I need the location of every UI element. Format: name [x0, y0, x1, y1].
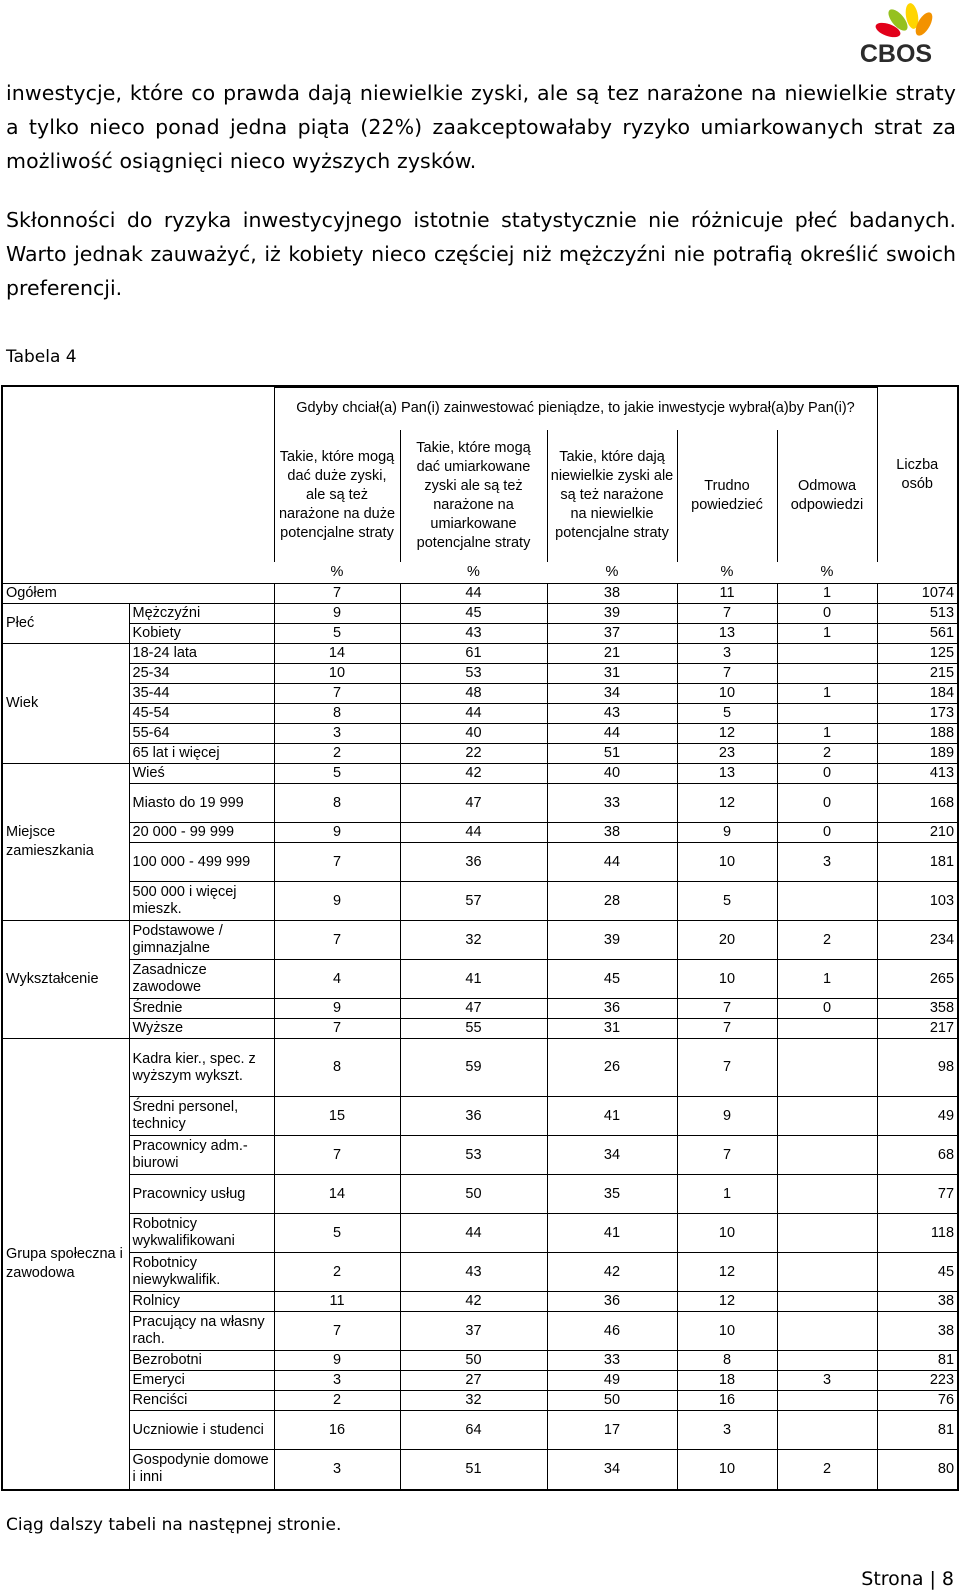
value-cell: 37: [400, 1312, 547, 1351]
continuation-note: Ciąg dalszy tabeli na następnej stronie.: [6, 1515, 342, 1535]
value-cell: 9: [274, 823, 400, 843]
row-label: Robotnicy wykwalifikowani: [129, 1214, 274, 1253]
table-row: [3, 604, 957, 624]
table-row: [3, 960, 957, 999]
value-cell: 39: [547, 921, 677, 960]
paragraph-1: inwestycje, które co prawda dają niewielkie zyski, ale są tez narażone na niewielkie straty a tylko nieco ponad jedna piąta (22%) zaakceptowałaby ryzyko umiarkowanych strat za możliwość osiągnięci nieco wyższych zysków.: [6, 81, 956, 173]
value-cell: 4: [274, 960, 400, 999]
count-cell: 81: [877, 1411, 957, 1450]
row-label: Uczniowie i studenci: [129, 1411, 274, 1450]
table-row: [3, 764, 957, 784]
value-cell: 1: [777, 624, 877, 644]
value-cell: 5: [274, 624, 400, 644]
row-label: 18-24 lata: [129, 644, 274, 664]
row-label: Wyższe: [129, 1019, 274, 1039]
count-cell: 413: [877, 764, 957, 784]
value-cell: [777, 1039, 877, 1097]
value-cell: 7: [677, 999, 777, 1019]
value-cell: 28: [547, 882, 677, 921]
value-cell: 7: [274, 921, 400, 960]
value-cell: 7: [677, 1039, 777, 1097]
value-cell: 0: [777, 999, 877, 1019]
count-cell: 210: [877, 823, 957, 843]
value-cell: 10: [677, 1214, 777, 1253]
value-cell: 1: [677, 1175, 777, 1214]
value-cell: 8: [274, 1039, 400, 1097]
row-label: Średni personel, technicy: [129, 1097, 274, 1136]
value-cell: [777, 1136, 877, 1175]
value-cell: 42: [400, 1292, 547, 1312]
row-label: Pracujący na własny rach.: [129, 1312, 274, 1351]
row-label: Mężczyźni: [129, 604, 274, 624]
value-cell: 43: [400, 624, 547, 644]
count-cell: 45: [877, 1253, 957, 1292]
row-label: 45-54: [129, 704, 274, 724]
page-number: 8: [941, 1568, 954, 1590]
footer-separator: |: [929, 1568, 936, 1590]
value-cell: 9: [274, 882, 400, 921]
value-cell: 57: [400, 882, 547, 921]
value-cell: 38: [547, 584, 677, 604]
table-row: [3, 744, 957, 764]
value-cell: 47: [400, 784, 547, 823]
value-cell: 2: [274, 1391, 400, 1411]
value-cell: 10: [677, 843, 777, 882]
value-cell: 1: [777, 684, 877, 704]
value-cell: [777, 1175, 877, 1214]
count-cell: 125: [877, 644, 957, 664]
row-label: 20 000 - 99 999: [129, 823, 274, 843]
count-cell: 223: [877, 1371, 957, 1391]
total-row: [3, 584, 957, 604]
value-cell: 42: [400, 764, 547, 784]
value-cell: 34: [547, 1136, 677, 1175]
value-cell: 47: [400, 999, 547, 1019]
value-cell: 35: [547, 1175, 677, 1214]
value-cell: 37: [547, 624, 677, 644]
column-header-3: Takie, które dają niewielkie zyski ale są też narażone na niewielkie potencjalne straty: [547, 430, 677, 562]
row-label: Podstawowe / gimnazjalne: [129, 921, 274, 960]
row-label: Pracownicy usług: [129, 1175, 274, 1214]
value-cell: 43: [547, 704, 677, 724]
value-cell: [777, 1292, 877, 1312]
row-label: 25-34: [129, 664, 274, 684]
value-cell: [777, 1214, 877, 1253]
value-cell: 26: [547, 1039, 677, 1097]
value-cell: 8: [274, 784, 400, 823]
value-cell: 34: [547, 1450, 677, 1489]
value-cell: 53: [400, 664, 547, 684]
value-cell: [777, 704, 877, 724]
value-cell: 3: [274, 1450, 400, 1489]
row-label: Średnie: [129, 999, 274, 1019]
table-row: [3, 882, 957, 921]
value-cell: 3: [274, 1371, 400, 1391]
value-cell: 11: [274, 1292, 400, 1312]
value-cell: 9: [677, 823, 777, 843]
table-row: [3, 784, 957, 823]
table-row: [3, 1312, 957, 1351]
column-header-2: Takie, które mogą dać umiarkowane zyski ale są też narażone na umiarkowane potencjalne straty: [400, 430, 547, 562]
value-cell: 41: [547, 1214, 677, 1253]
value-cell: 7: [677, 1136, 777, 1175]
value-cell: 9: [274, 999, 400, 1019]
count-cell: 265: [877, 960, 957, 999]
value-cell: 12: [677, 724, 777, 744]
table-row: [3, 624, 957, 644]
count-cell: 103: [877, 882, 957, 921]
table-row: [3, 1214, 957, 1253]
value-cell: 16: [274, 1411, 400, 1450]
value-cell: 5: [274, 764, 400, 784]
row-label: 65 lat i więcej: [129, 744, 274, 764]
value-cell: 7: [677, 664, 777, 684]
value-cell: 15: [274, 1097, 400, 1136]
value-cell: 2: [274, 744, 400, 764]
row-label: 55-64: [129, 724, 274, 744]
value-cell: 7: [274, 1312, 400, 1351]
value-cell: 59: [400, 1039, 547, 1097]
value-cell: 48: [400, 684, 547, 704]
page-label: Strona: [861, 1568, 924, 1590]
value-cell: [777, 644, 877, 664]
value-cell: [777, 1019, 877, 1039]
value-cell: 8: [274, 704, 400, 724]
table-row: [3, 1391, 957, 1411]
table-row: [3, 644, 957, 664]
value-cell: 2: [777, 921, 877, 960]
value-cell: 22: [400, 744, 547, 764]
count-column-header: Liczba osób: [877, 388, 957, 562]
value-cell: 7: [274, 584, 400, 604]
value-cell: 0: [777, 784, 877, 823]
count-cell: 49: [877, 1097, 957, 1136]
total-label: Ogółem: [3, 584, 274, 604]
value-cell: 0: [777, 823, 877, 843]
value-cell: 1: [777, 584, 877, 604]
value-cell: 7: [677, 604, 777, 624]
value-cell: 44: [400, 823, 547, 843]
value-cell: 38: [547, 823, 677, 843]
value-cell: 10: [677, 960, 777, 999]
value-cell: 36: [400, 843, 547, 882]
value-cell: 33: [547, 1351, 677, 1371]
count-cell: 118: [877, 1214, 957, 1253]
value-cell: 32: [400, 1391, 547, 1411]
percent-unit: %: [330, 563, 344, 580]
row-label: Kobiety: [129, 624, 274, 644]
value-cell: 7: [274, 843, 400, 882]
count-cell: 184: [877, 684, 957, 704]
value-cell: 9: [274, 604, 400, 624]
table-row: [3, 1371, 957, 1391]
paragraph-2: Skłonności do ryzyka inwestycyjnego istotnie statystycznie nie różnicuje płeć badanych. Warto jednak zauważyć, iż kobiety nieco częściej niż mężczyźni nie potrafią określić swoich preferencji.: [6, 208, 956, 300]
value-cell: 3: [777, 843, 877, 882]
value-cell: 3: [677, 1411, 777, 1450]
value-cell: 49: [547, 1371, 677, 1391]
count-cell: 181: [877, 843, 957, 882]
value-cell: 14: [274, 1175, 400, 1214]
value-cell: 5: [677, 704, 777, 724]
value-cell: 55: [400, 1019, 547, 1039]
investment-preferences-table: [3, 387, 957, 1489]
row-label: Emeryci: [129, 1371, 274, 1391]
value-cell: 7: [274, 1136, 400, 1175]
count-cell: 513: [877, 604, 957, 624]
value-cell: 3: [677, 644, 777, 664]
value-cell: 12: [677, 784, 777, 823]
value-cell: 10: [677, 1312, 777, 1351]
table-row: [3, 1097, 957, 1136]
value-cell: 18: [677, 1371, 777, 1391]
value-cell: 8: [677, 1351, 777, 1371]
value-cell: 61: [400, 644, 547, 664]
value-cell: 12: [677, 1253, 777, 1292]
count-cell: 173: [877, 704, 957, 724]
row-label: Wieś: [129, 764, 274, 784]
row-label: Miasto do 19 999: [129, 784, 274, 823]
value-cell: [777, 1351, 877, 1371]
value-cell: 9: [274, 1351, 400, 1371]
value-cell: [777, 1097, 877, 1136]
count-cell: 215: [877, 664, 957, 684]
value-cell: 16: [677, 1391, 777, 1411]
value-cell: 45: [400, 604, 547, 624]
table-row: [3, 1039, 957, 1097]
value-cell: 51: [547, 744, 677, 764]
value-cell: 14: [274, 644, 400, 664]
value-cell: 39: [547, 604, 677, 624]
count-cell: 189: [877, 744, 957, 764]
group-label: Płeć: [3, 604, 129, 644]
value-cell: 0: [777, 604, 877, 624]
value-cell: 5: [274, 1214, 400, 1253]
value-cell: 44: [400, 704, 547, 724]
value-cell: 34: [547, 684, 677, 704]
value-cell: 50: [547, 1391, 677, 1411]
count-cell: 38: [877, 1312, 957, 1351]
table-row: [3, 1351, 957, 1371]
table-row: [3, 1292, 957, 1312]
count-cell: 38: [877, 1292, 957, 1312]
row-label: 35-44: [129, 684, 274, 704]
count-cell: 80: [877, 1450, 957, 1489]
value-cell: 5: [677, 882, 777, 921]
value-cell: [777, 1312, 877, 1351]
value-cell: 11: [677, 584, 777, 604]
row-label: Kadra kier., spec. z wyższym wykszt.: [129, 1039, 274, 1097]
value-cell: 10: [677, 1450, 777, 1489]
table-row: [3, 1175, 957, 1214]
value-cell: 42: [547, 1253, 677, 1292]
row-label: Renciści: [129, 1391, 274, 1411]
count-cell: 561: [877, 624, 957, 644]
count-cell: 234: [877, 921, 957, 960]
value-cell: 20: [677, 921, 777, 960]
value-cell: 41: [400, 960, 547, 999]
value-cell: [777, 664, 877, 684]
table-row: [3, 724, 957, 744]
value-cell: 9: [677, 1097, 777, 1136]
value-cell: 51: [400, 1450, 547, 1489]
value-cell: 7: [677, 1019, 777, 1039]
value-cell: 3: [274, 724, 400, 744]
value-cell: 21: [547, 644, 677, 664]
group-label: Miejsce zamieszkania: [3, 764, 129, 921]
value-cell: 45: [547, 960, 677, 999]
row-label: Rolnicy: [129, 1292, 274, 1312]
value-cell: 13: [677, 764, 777, 784]
group-label: Wykształcenie: [3, 921, 129, 1039]
count-cell: 1074: [877, 584, 957, 604]
value-cell: 12: [677, 1292, 777, 1312]
value-cell: 10: [274, 664, 400, 684]
page-footer: [861, 1568, 954, 1590]
count-cell: 188: [877, 724, 957, 744]
row-label: Pracownicy adm.-biurowi: [129, 1136, 274, 1175]
group-label: Grupa społeczna i zawodowa: [3, 1039, 129, 1489]
table-row: [3, 1136, 957, 1175]
count-cell: 98: [877, 1039, 957, 1097]
column-header-1: Takie, które mogą dać duże zyski, ale są też narażone na duże potencjalne straty: [274, 430, 400, 562]
value-cell: 7: [274, 1019, 400, 1039]
row-label: Gospodynie domowe i inni: [129, 1450, 274, 1489]
value-cell: 32: [400, 921, 547, 960]
value-cell: 1: [777, 960, 877, 999]
value-cell: 36: [547, 999, 677, 1019]
percent-unit: %: [605, 563, 619, 580]
value-cell: 27: [400, 1371, 547, 1391]
column-header-5: Odmowa odpowiedzi: [777, 430, 877, 562]
value-cell: 44: [547, 843, 677, 882]
column-header-4: Trudno powiedzieć: [677, 430, 777, 562]
value-cell: 2: [274, 1253, 400, 1292]
table-row: [3, 823, 957, 843]
value-cell: 2: [777, 1450, 877, 1489]
value-cell: 43: [400, 1253, 547, 1292]
value-cell: 64: [400, 1411, 547, 1450]
percent-unit: %: [467, 563, 480, 580]
value-cell: 36: [400, 1097, 547, 1136]
count-cell: 168: [877, 784, 957, 823]
value-cell: 0: [777, 764, 877, 784]
value-cell: 44: [547, 724, 677, 744]
table-row: [3, 1411, 957, 1450]
value-cell: [777, 1411, 877, 1450]
table-row: [3, 921, 957, 960]
count-cell: 68: [877, 1136, 957, 1175]
group-label: Wiek: [3, 644, 129, 764]
value-cell: 44: [400, 584, 547, 604]
value-cell: 40: [400, 724, 547, 744]
value-cell: 46: [547, 1312, 677, 1351]
count-cell: 358: [877, 999, 957, 1019]
value-cell: 36: [547, 1292, 677, 1312]
value-cell: 7: [274, 684, 400, 704]
table-row: [3, 999, 957, 1019]
value-cell: 41: [547, 1097, 677, 1136]
value-cell: 3: [777, 1371, 877, 1391]
value-cell: 10: [677, 684, 777, 704]
question-header: Gdyby chciał(a) Pan(i) zainwestować pieniądze, to jakie inwestycje wybrał(a)by Pan(i)?: [274, 388, 877, 430]
percent-unit: %: [720, 563, 734, 580]
percent-unit: %: [820, 563, 834, 580]
row-label: Zasadnicze zawodowe: [129, 960, 274, 999]
row-label: 500 000 i więcej mieszk.: [129, 882, 274, 921]
table-caption: Tabela 4: [6, 347, 77, 367]
table-row: [3, 1253, 957, 1292]
value-cell: 31: [547, 664, 677, 684]
value-cell: [777, 1391, 877, 1411]
table-row: [3, 664, 957, 684]
value-cell: 33: [547, 784, 677, 823]
value-cell: [777, 1253, 877, 1292]
table-row: [3, 704, 957, 724]
count-cell: 77: [877, 1175, 957, 1214]
value-cell: 31: [547, 1019, 677, 1039]
value-cell: 40: [547, 764, 677, 784]
table-row: [3, 1019, 957, 1039]
value-cell: 50: [400, 1351, 547, 1371]
row-label: 100 000 - 499 999: [129, 843, 274, 882]
count-cell: 76: [877, 1391, 957, 1411]
value-cell: 1: [777, 724, 877, 744]
value-cell: 44: [400, 1214, 547, 1253]
value-cell: 13: [677, 624, 777, 644]
cbos-logo: [838, 2, 958, 68]
logo-text: CBOS: [859, 40, 933, 68]
value-cell: 53: [400, 1136, 547, 1175]
value-cell: 17: [547, 1411, 677, 1450]
row-label: Robotnicy niewykwalifik.: [129, 1253, 274, 1292]
value-cell: 2: [777, 744, 877, 764]
row-label: Bezrobotni: [129, 1351, 274, 1371]
table-row: [3, 684, 957, 704]
value-cell: 23: [677, 744, 777, 764]
value-cell: 50: [400, 1175, 547, 1214]
value-cell: [777, 882, 877, 921]
table-row: [3, 843, 957, 882]
count-cell: 81: [877, 1351, 957, 1371]
table-row: [3, 1450, 957, 1489]
count-cell: 217: [877, 1019, 957, 1039]
